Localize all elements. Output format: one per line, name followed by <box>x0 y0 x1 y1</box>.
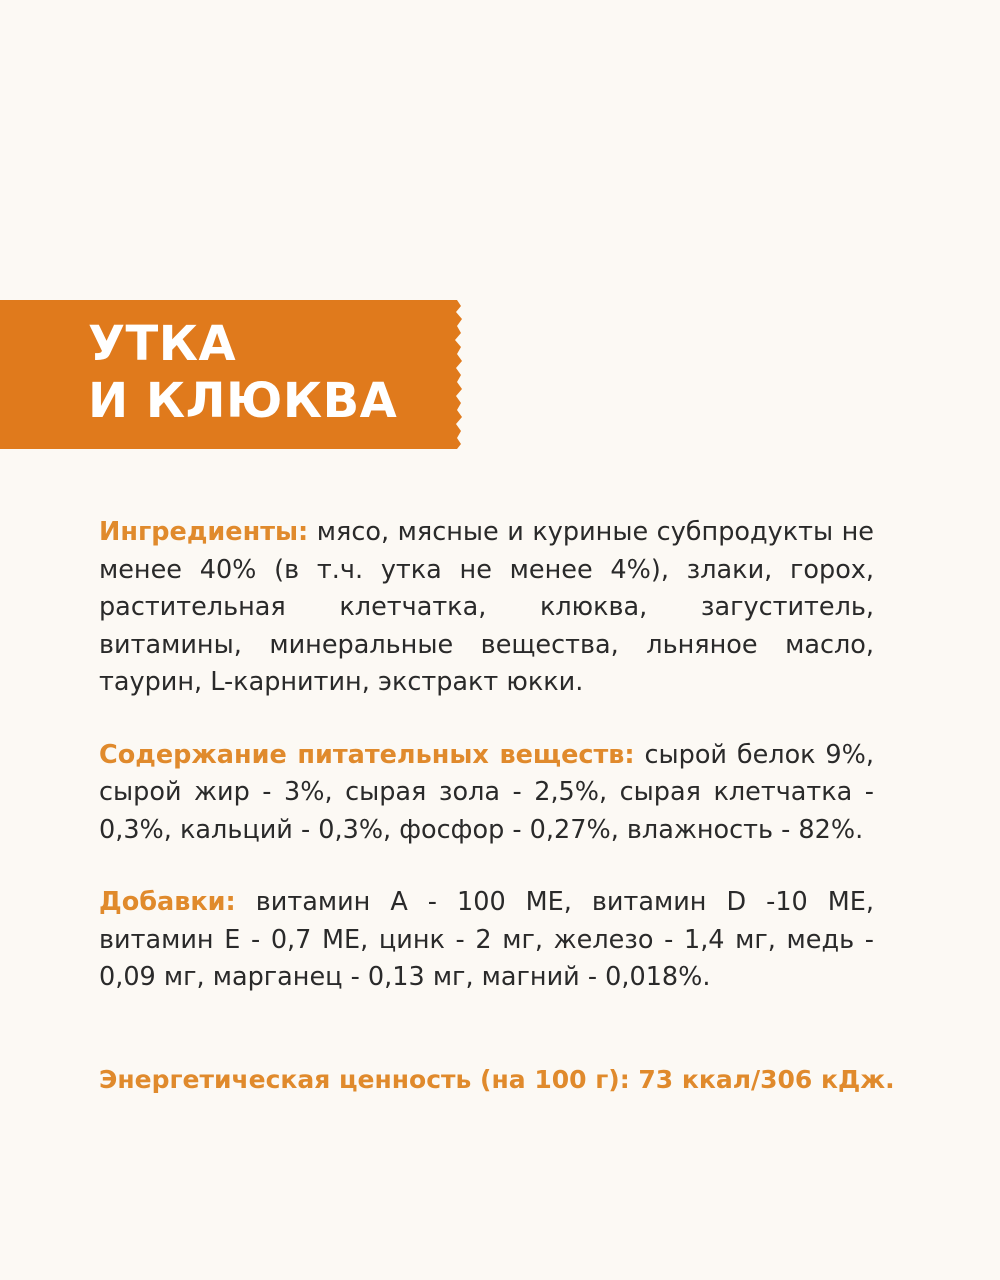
nutrients-label: Содержание питательных веществ: <box>99 739 635 770</box>
ingredients-paragraph <box>99 514 874 702</box>
ingredients-text: мясо, мясные и куриные субпродукты не менее 40% (в т.ч. утка не менее 4%), злаки, горох, растительная клетчатка, клюква, загуститель, витамины, минеральные вещества, льняное масло, таурин, L-карнитин, экстракт юкки. <box>99 517 874 697</box>
energy-value: Энергетическая ценность (на 100 г): 73 ккал/306 кДж. <box>99 1065 895 1094</box>
nutrients-text: сырой белок 9%, сырой жир - 3%, сырая зола - 2,5%, сырая клетчатка - 0,3%, кальций - 0,3%, фосфор - 0,27%, влажность - 82%. <box>99 739 874 845</box>
ingredients-label: Ингредиенты: <box>99 517 309 547</box>
title-line-2: И КЛЮКВА <box>88 373 398 429</box>
additives-label: Добавки: <box>99 887 236 917</box>
title-line-1: УТКА <box>88 316 237 372</box>
additives-text: витамин А - 100 МЕ, витамин D -10 МЕ, витамин Е - 0,7 МЕ, цинк - 2 мг, железо - 1,4 мг, медь - 0,09 мг, марганец - 0,13 мг, магний - 0,018%. <box>99 887 874 992</box>
torn-edge-decoration <box>451 300 463 449</box>
nutrients-paragraph <box>99 737 874 850</box>
composition-section <box>99 514 874 1032</box>
page-title <box>88 316 397 430</box>
additives-paragraph <box>99 884 874 997</box>
